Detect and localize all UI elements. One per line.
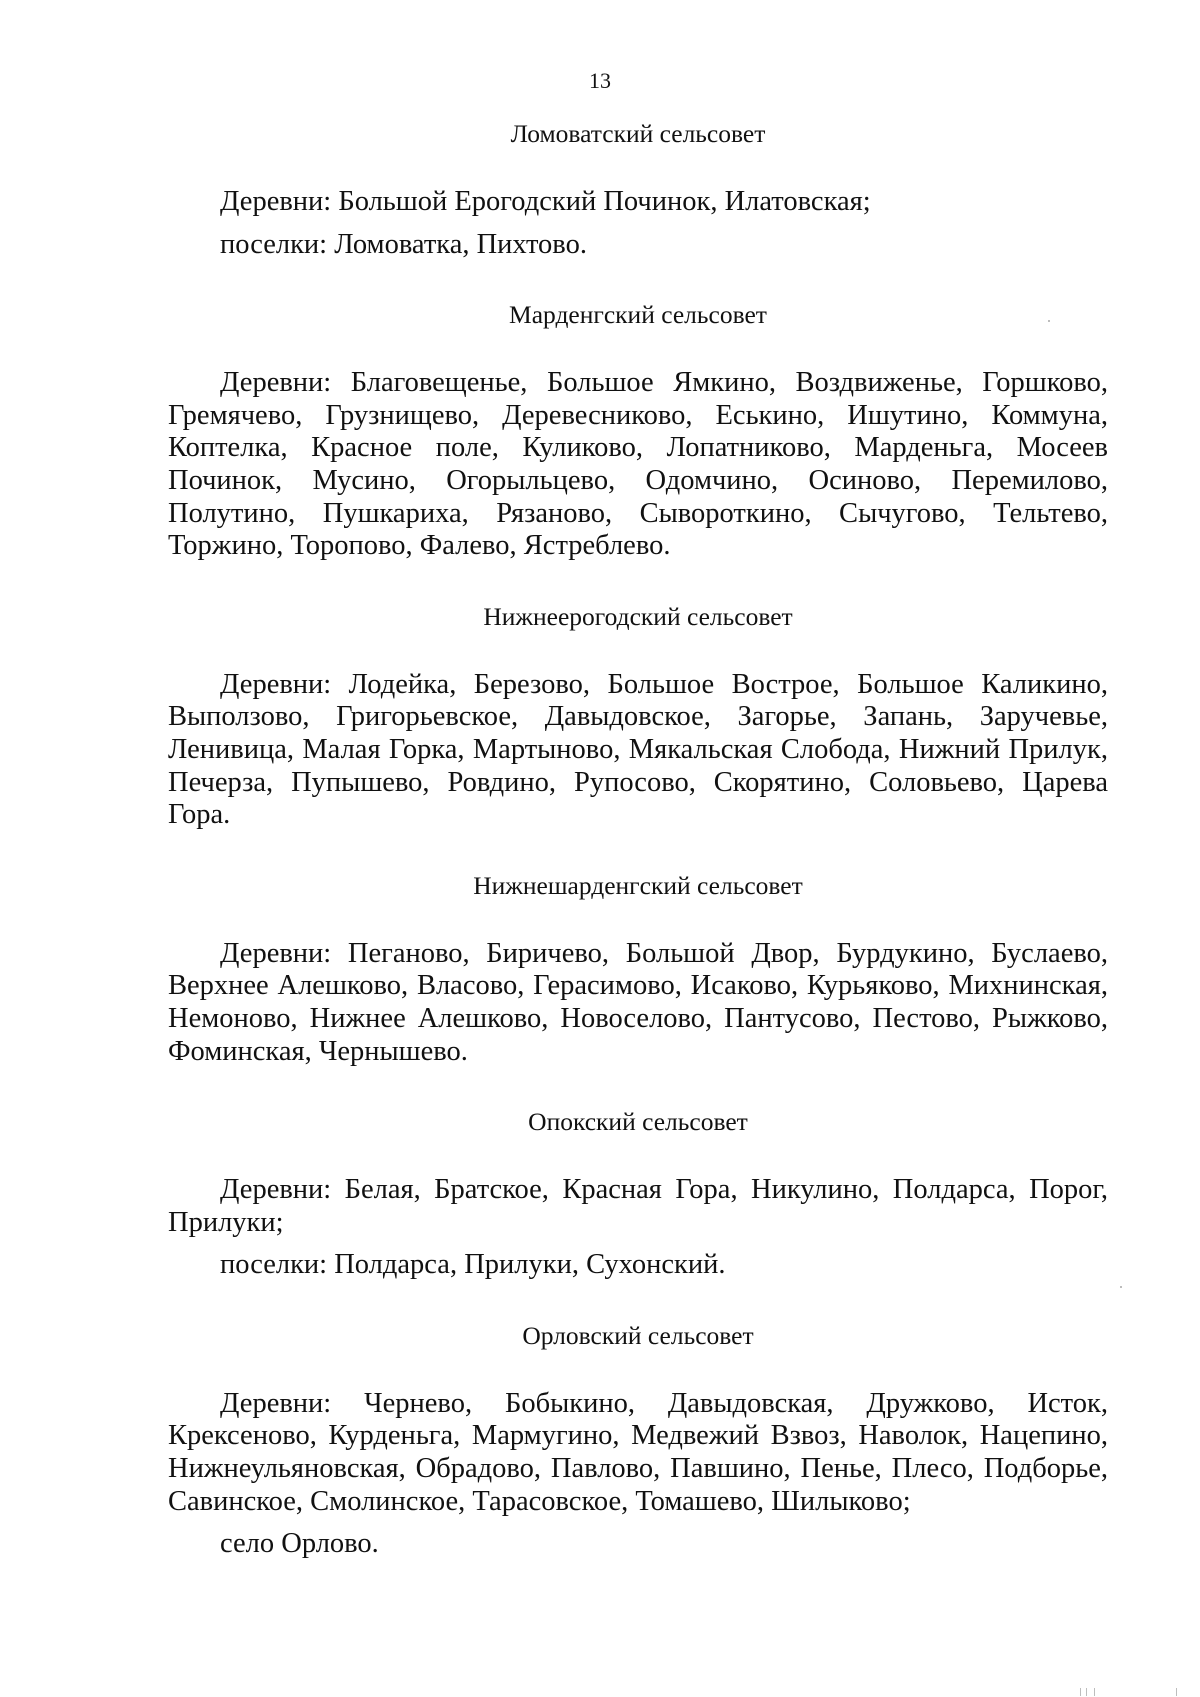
- section-title: Нижнешарденгский сельсовет: [473, 870, 803, 900]
- section-opoksky: [168, 1106, 1108, 1282]
- section-nizhnesharedengsky: [168, 870, 1108, 1068]
- section-orlovsky: [168, 1320, 1108, 1561]
- scan-artifact: [1094, 1688, 1095, 1696]
- scan-artifact: [1086, 1688, 1087, 1696]
- section-title: Опокский сельсовет: [528, 1107, 748, 1137]
- section-title: Ломоватский сельсовет: [510, 119, 766, 148]
- section-title: Нижнеерогодский сельсовет: [483, 601, 793, 631]
- section-mardengsky: [168, 299, 1108, 563]
- section-lomovatsky: [168, 118, 1108, 261]
- section-title: Орловский сельсовет: [522, 1320, 754, 1350]
- section-paragraph: поселки: Ломоватка, Пихтово.: [220, 228, 587, 260]
- section-paragraph: поселки: Полдарса, Прилуки, Сухонский.: [220, 1249, 726, 1281]
- scan-artifact: [1048, 320, 1050, 322]
- scan-artifact: [1176, 1688, 1177, 1696]
- section-paragraph: Деревни: Пеганово, Биричево, Большой Двор, Бурдукино, Буслаево, Верхнее Алешково, Власово, Герасимово, Исаково, Курьяково, Михнинская, Немоново, Нижнее Алешково, Новоселово, Пантусово, Пестово, Рыжково, Фоминская, Чернышево.: [168, 937, 1108, 1067]
- page-number: 13: [589, 68, 611, 93]
- section-title: Марденгский сельсовет: [509, 300, 767, 330]
- section-paragraph: Деревни: Большой Ерогодский Починок, Илатовская;: [220, 186, 871, 217]
- section-nizhneerogodsky: [168, 601, 1108, 832]
- section-paragraph: Деревни: Лодейка, Березово, Большое Вострое, Большое Каликино, Выползово, Григорьевское, Давыдовское, Загорье, Запань, Заручевье, Ленивица, Малая Горка, Мартыново, Мякальская Слобода, Нижний Прилук, Печерза, Пупышево, Ровдино, Рупосово, Скорятино, Соловьево, Царева Гора.: [168, 668, 1108, 831]
- document-body: [168, 118, 1108, 1571]
- scan-artifact: [1080, 1688, 1081, 1696]
- section-paragraph: Деревни: Благовещенье, Большое Ямкино, Воздвиженье, Горшково, Гремячево, Грузнищево, Деревесниково, Еськино, Ишутино, Коммуна, Коптелка, Красное поле, Куликово, Лопатниково, Марденьга, Мосеев Починок, Мусино, Огорыльцево, Одомчино, Осиново, Перемилово, Полутино, Пушкариха, Рязаново, Сывороткино, Сычугово, Тельтево, Торжино, Торопово, Фалево, Ястреблево.: [168, 367, 1108, 562]
- section-paragraph: Деревни: Белая, Братское, Красная Гора, Никулино, Полдарса, Порог, Прилуки;: [168, 1174, 1108, 1238]
- scan-artifact: [1120, 1286, 1122, 1288]
- section-paragraph: Деревни: Чернево, Бобыкино, Давыдовская, Дружково, Исток, Крексеново, Курденьга, Мармугино, Медвежий Взвоз, Наволок, Нацепино, Нижнеульяновская, Обрадово, Павлово, Павшино, Пенье, Плесо, Подборье, Савинское, Смолинское, Тарасовское, Томашево, Шилыково;: [168, 1387, 1108, 1517]
- section-paragraph: село Орлово.: [220, 1528, 379, 1560]
